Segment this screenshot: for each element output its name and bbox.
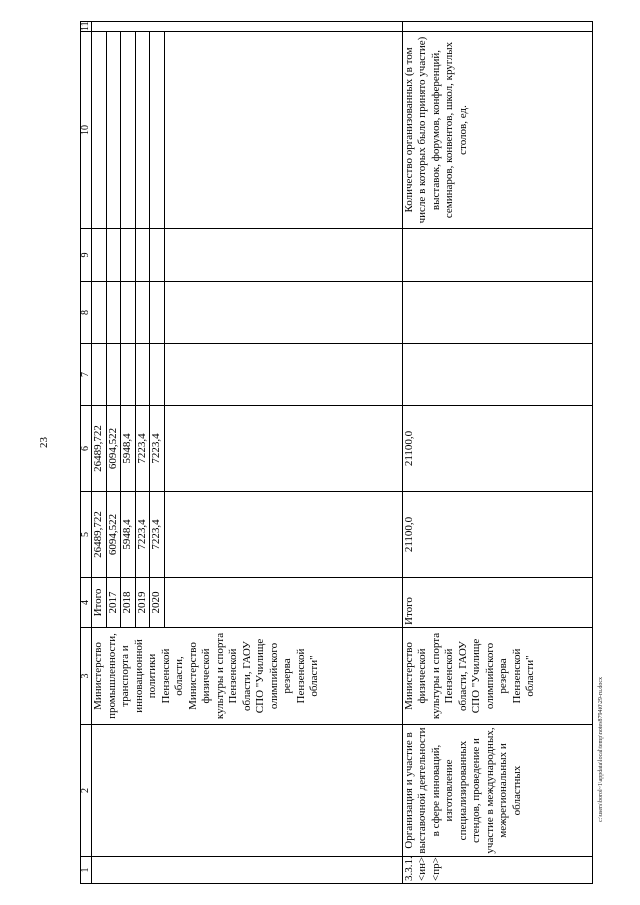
cell-amount: 26489,722 bbox=[92, 492, 107, 578]
cell-c7 bbox=[106, 344, 121, 406]
cell-amount: 21100,0 bbox=[402, 492, 592, 578]
cell-c9 bbox=[135, 229, 150, 282]
cell-amount: 7223,4 bbox=[135, 492, 150, 578]
header-cell: 1 bbox=[81, 857, 92, 884]
cell-c1 bbox=[92, 857, 403, 884]
cell-c9 bbox=[121, 229, 136, 282]
header-cell: 10 bbox=[81, 32, 92, 229]
cell-item-number: 3.3.1. <ин> <пр> bbox=[402, 857, 592, 884]
cell-c7 bbox=[402, 344, 592, 406]
cell-c10 bbox=[106, 32, 121, 229]
cell-c5 bbox=[164, 492, 402, 578]
rotated-table-container bbox=[80, 22, 612, 884]
header-cell: 9 bbox=[81, 229, 92, 282]
cell-c9 bbox=[92, 229, 107, 282]
cell-year: Итого bbox=[402, 578, 592, 628]
cell-c9 bbox=[402, 229, 592, 282]
program-table bbox=[80, 21, 593, 884]
cell-responsible: Министерство промышленности, транспорта и инновационной политики Пензенской области, Министерство физической культуры и спорта Пензенской области, ГАОУ СПО "Училище олимпийского резерва Пензенской области" bbox=[92, 628, 403, 725]
cell-amount: 6094,522 bbox=[106, 406, 121, 492]
cell-c11 bbox=[92, 22, 403, 32]
table-row bbox=[402, 22, 592, 884]
cell-c10 bbox=[121, 32, 136, 229]
cell-c7 bbox=[135, 344, 150, 406]
cell-year: 2020 bbox=[150, 578, 165, 628]
cell-c7 bbox=[150, 344, 165, 406]
header-cell: 8 bbox=[81, 282, 92, 344]
cell-c8 bbox=[164, 282, 402, 344]
cell-indicator: Количество организованных (в том числе в которых было принято участие) выставок, форумов, конференций, семинаров, конвентов, школ, круглых столов, ед. bbox=[402, 32, 592, 229]
page-number: 23 bbox=[38, 437, 50, 448]
cell-c2 bbox=[92, 725, 403, 857]
header-cell: 7 bbox=[81, 344, 92, 406]
cell-amount: 5948,4 bbox=[121, 406, 136, 492]
cell-activity: Организация и участие в выставочной деятельности в сфере инноваций, изготовление специализированных стендов, проведение и участие в международных, межрегиональных и областных bbox=[402, 725, 592, 857]
header-cell: 11 bbox=[80, 21, 91, 31]
cell-c9 bbox=[150, 229, 165, 282]
cell-c6 bbox=[164, 406, 402, 492]
footer-file-path: c:\users\borol~1\appdata\local\temp\notes8794i0\29-ru.docx bbox=[598, 676, 604, 822]
cell-amount: 21100,0 bbox=[402, 406, 592, 492]
cell-amount: 7223,4 bbox=[150, 406, 165, 492]
cell-c4 bbox=[164, 578, 402, 628]
header-cell: 4 bbox=[81, 578, 92, 628]
cell-amount: 7223,4 bbox=[135, 406, 150, 492]
cell-year: 2019 bbox=[135, 578, 150, 628]
header-cell: 6 bbox=[81, 406, 92, 492]
header-cell: 5 bbox=[81, 492, 92, 578]
cell-c8 bbox=[135, 282, 150, 344]
cell-year: 2018 bbox=[121, 578, 136, 628]
cell-c7 bbox=[121, 344, 136, 406]
header-cell: 3 bbox=[81, 628, 92, 725]
header-row bbox=[81, 22, 92, 884]
cell-c8 bbox=[150, 282, 165, 344]
cell-amount: 6094,522 bbox=[106, 492, 121, 578]
cell-responsible: Министерство физической культуры и спорта Пензенской области, ГАОУ СПО "Училище олимпийского резерва Пензенской области" bbox=[402, 628, 592, 725]
header-cell: 2 bbox=[81, 725, 92, 857]
cell-amount: 7223,4 bbox=[150, 492, 165, 578]
cell-c9 bbox=[106, 229, 121, 282]
cell-c7 bbox=[92, 344, 107, 406]
cell-c10 bbox=[135, 32, 150, 229]
cell-c10 bbox=[150, 32, 165, 229]
cell-c10 bbox=[164, 32, 402, 229]
cell-amount: 26489,722 bbox=[92, 406, 107, 492]
cell-c8 bbox=[92, 282, 107, 344]
cell-year: Итого bbox=[92, 578, 107, 628]
cell-c10 bbox=[92, 32, 107, 229]
cell-c8 bbox=[402, 282, 592, 344]
cell-c7 bbox=[164, 344, 402, 406]
cell-c8 bbox=[121, 282, 136, 344]
cell-c9 bbox=[164, 229, 402, 282]
table-row bbox=[92, 22, 107, 884]
cell-year: 2017 bbox=[106, 578, 121, 628]
cell-c11 bbox=[402, 22, 592, 32]
cell-amount: 5948,4 bbox=[121, 492, 136, 578]
cell-c8 bbox=[106, 282, 121, 344]
